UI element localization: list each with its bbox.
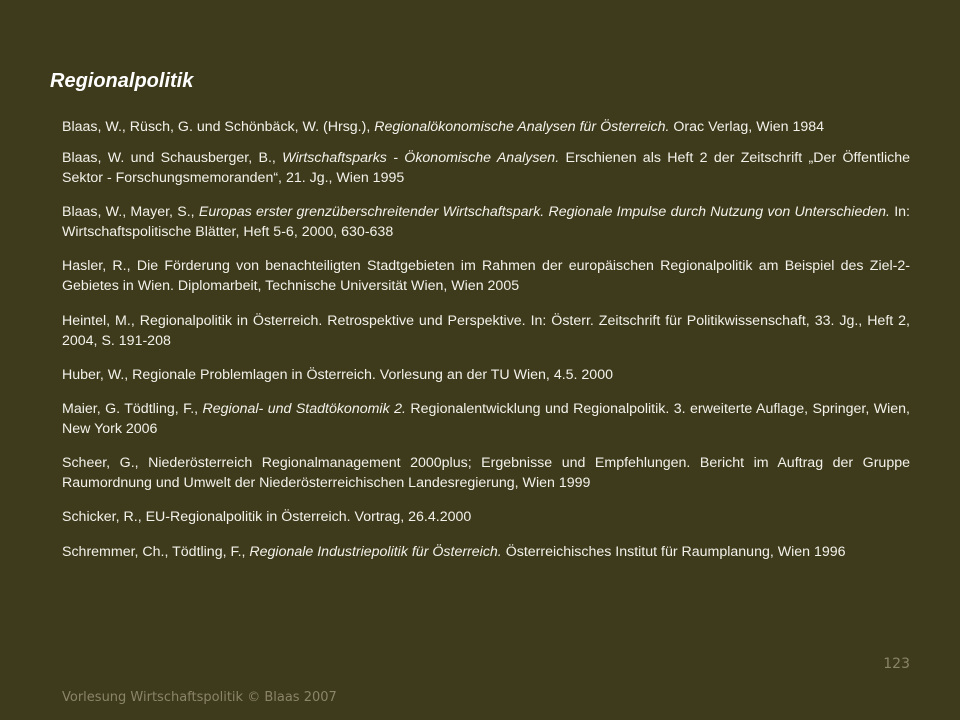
reference-item (62, 202, 910, 242)
reference-item (62, 453, 910, 493)
ref-text: Blaas, W., Rüsch, G. und Schönbäck, W. (Hrsg.), (62, 119, 375, 135)
reference-item (62, 542, 910, 562)
reference-item (62, 117, 910, 137)
ref-text: In: Wirtschaftspolitische Blätter, Heft 5-6, 2000, 630-638 (62, 204, 910, 241)
reference-item (62, 399, 910, 439)
ref-text: Orac Verlag, Wien 1984 (669, 119, 825, 135)
ref-title: Wirtschaftsparks - Ökonomische Analysen. (282, 150, 560, 166)
ref-text: Blaas, W. und Schausberger, B., (62, 150, 283, 166)
ref-text: Blaas, W., Mayer, S., (62, 204, 199, 221)
ref-text: Österreichisches Institut für Raumplanung, Wien 1996 (501, 543, 846, 560)
ref-text: Maier, G. Tödtling, F., (62, 400, 203, 417)
ref-text: Scheer, G., Niederösterreich Regionalmanagement 2000plus; Ergebnisse und Empfehlungen. Bericht im Auftrag der Gruppe Raumordnung und Umwelt der Niederösterreichischen Landesregierung, Wien 1999 (62, 455, 910, 492)
ref-text: Huber, W., Regionale Problemlagen in Österreich. Vorlesung an der TU Wien, 4.5. 2000 (62, 366, 613, 383)
reference-item (62, 507, 910, 527)
ref-text: Heintel, M., Regionalpolitik in Österreich. Retrospektive und Perspektive. In: Österr. Zeitschrift für Politikwissenschaft, 33. Jg., Heft 2, 2004, S. 191-208 (62, 312, 910, 349)
footer-text: Vorlesung Wirtschaftspolitik © Blaas 2007 (62, 690, 337, 705)
ref-title: Regional- und Stadtökonomik 2. (202, 400, 406, 417)
reference-item (62, 365, 910, 385)
ref-text: Schremmer, Ch., Tödtling, F., (62, 543, 250, 560)
ref-title: Europas erster grenzüberschreitender Wirtschaftspark. Regionale Impulse durch Nutzung von Unterschieden. (198, 204, 890, 221)
slide-title: Regionalpolitik (50, 70, 194, 92)
page-number: 123 (883, 656, 910, 672)
ref-title: Regionale Industriepolitik für Österreich. (249, 543, 502, 560)
reference-list (62, 117, 910, 562)
reference-item (62, 148, 910, 188)
ref-text: Schicker, R., EU-Regionalpolitik in Österreich. Vortrag, 26.4.2000 (62, 509, 472, 526)
ref-text: Regionalentwicklung und Regionalpolitik. 3. erweiterte Auflage, Springer, Wien, New York 2006 (62, 400, 910, 437)
reference-item (62, 311, 910, 351)
ref-title: Regionalökonomische Analysen für Österreich. (374, 119, 670, 135)
ref-text: Hasler, R., Die Förderung von benachteiligten Stadtgebieten im Rahmen der europäischen Regionalpolitik am Beispiel des Ziel-2-Gebietes in Wien. Diplomarbeit, Technische Universität Wien, Wien 2005 (62, 258, 910, 295)
ref-text: Erschienen als Heft 2 der Zeitschrift „Der Öffentliche Sektor - Forschungsmemoranden“, 21. Jg., Wien 1995 (62, 150, 911, 186)
reference-item (62, 256, 910, 296)
